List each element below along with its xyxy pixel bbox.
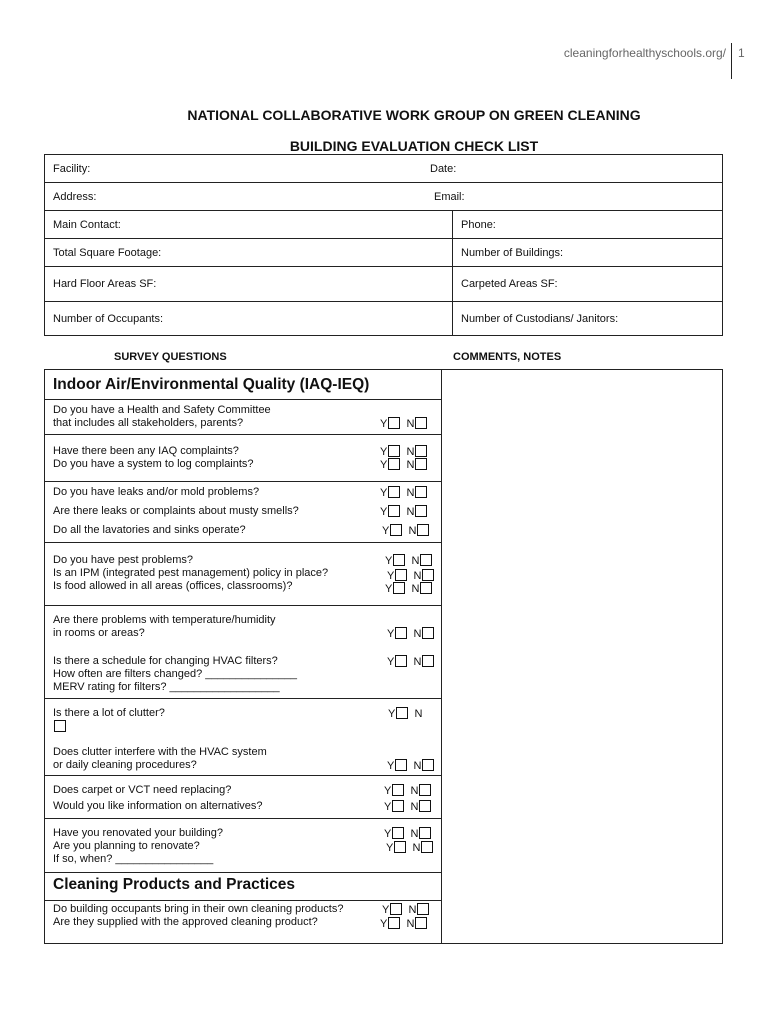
document-subtitle: BUILDING EVALUATION CHECK LIST bbox=[289, 138, 539, 154]
no-checkbox[interactable] bbox=[417, 903, 429, 915]
yes-no-checkboxes[interactable]: Y N bbox=[387, 655, 434, 669]
question-text: Do you have a Health and Safety Committee that includes all stakeholders, parents? bbox=[53, 404, 271, 429]
yes-no-checkboxes[interactable]: Y N bbox=[380, 505, 427, 519]
main-contact-field[interactable]: Main Contact: bbox=[53, 219, 121, 231]
question-text: Have there been any IAQ complaints? Do you have a system to log complaints? bbox=[53, 445, 254, 470]
survey-table bbox=[44, 369, 723, 944]
info-row-footage bbox=[45, 239, 722, 267]
number-of-custodians-field[interactable]: Number of Custodians/ Janitors: bbox=[461, 313, 619, 325]
yes-no-checkboxes[interactable]: Y N bbox=[387, 627, 434, 641]
no-checkbox[interactable] bbox=[419, 827, 431, 839]
yes-checkbox[interactable] bbox=[395, 569, 407, 581]
yes-no-checkboxes[interactable]: Y N bbox=[380, 486, 427, 500]
yes-checkbox[interactable] bbox=[388, 505, 400, 517]
info-row-address bbox=[45, 183, 722, 211]
yes-no-checkboxes[interactable]: Y N bbox=[387, 759, 434, 773]
address-field[interactable]: Address: bbox=[53, 191, 97, 203]
header-url: cleaningforhealthyschools.org/ bbox=[563, 46, 726, 60]
info-row-contact bbox=[45, 211, 722, 239]
row-divider bbox=[45, 900, 441, 901]
yes-checkbox[interactable] bbox=[388, 917, 400, 929]
hard-floor-areas-field[interactable]: Hard Floor Areas SF: bbox=[53, 278, 157, 290]
building-info-table bbox=[44, 154, 723, 336]
no-checkbox[interactable] bbox=[415, 505, 427, 517]
no-checkbox[interactable] bbox=[420, 582, 432, 594]
info-divider bbox=[452, 211, 453, 238]
yes-no-checkboxes[interactable]: Y N bbox=[387, 569, 434, 583]
yes-checkbox[interactable] bbox=[392, 784, 404, 796]
question-text: Have you renovated your building? Are you planning to renovate? If so, when? ________________ bbox=[53, 827, 224, 865]
no-checkbox[interactable] bbox=[420, 554, 432, 566]
row-divider bbox=[45, 399, 441, 400]
yes-no-checkboxes[interactable]: Y N bbox=[380, 917, 427, 931]
question-text: Is there a lot of clutter? bbox=[53, 707, 165, 719]
yes-no-checkboxes[interactable]: Y N bbox=[384, 827, 431, 841]
yes-no-checkboxes[interactable]: Y N bbox=[385, 582, 432, 596]
no-checkbox[interactable] bbox=[422, 627, 434, 639]
number-of-occupants-field[interactable]: Number of Occupants: bbox=[53, 313, 164, 325]
carpeted-areas-field[interactable]: Carpeted Areas SF: bbox=[461, 278, 558, 290]
info-divider bbox=[452, 302, 453, 335]
yes-checkbox[interactable] bbox=[390, 524, 402, 536]
yes-no-checkboxes[interactable]: Y N bbox=[382, 524, 429, 538]
yes-checkbox[interactable] bbox=[395, 759, 407, 771]
question-text: Does clutter interfere with the HVAC system or daily cleaning procedures? bbox=[53, 746, 267, 771]
yes-checkbox[interactable] bbox=[392, 800, 404, 812]
yes-checkbox[interactable] bbox=[393, 582, 405, 594]
question-text: Is there a schedule for changing HVAC filters? How often are filters changed? _______________ MERV rating for filters? __________________ bbox=[53, 655, 298, 693]
question-text: Are there problems with temperature/humidity in rooms or areas? bbox=[53, 614, 276, 639]
no-checkbox[interactable] bbox=[415, 458, 427, 470]
row-divider bbox=[45, 481, 441, 482]
comments-notes-header: COMMENTS, NOTES bbox=[453, 351, 562, 363]
page-number: 1 bbox=[738, 46, 745, 60]
number-of-buildings-field[interactable]: Number of Buildings: bbox=[461, 247, 564, 259]
yes-checkbox[interactable] bbox=[395, 627, 407, 639]
yes-checkbox[interactable] bbox=[388, 417, 400, 429]
yes-checkbox[interactable] bbox=[396, 707, 408, 719]
row-divider bbox=[45, 698, 441, 699]
question-text: Do you have pest problems? Is an IPM (integrated pest management) policy in place? Is food allowed in all areas (offices, classrooms)? bbox=[53, 554, 329, 592]
no-checkbox[interactable] bbox=[422, 655, 434, 667]
document-title: NATIONAL COLLABORATIVE WORK GROUP ON GREEN CLEANING bbox=[187, 107, 641, 123]
question-text: Would you like information on alternatives? bbox=[53, 800, 263, 812]
yes-no-checkboxes[interactable]: Y N bbox=[382, 903, 429, 917]
yes-checkbox[interactable] bbox=[388, 445, 400, 457]
comments-column-divider bbox=[441, 370, 442, 943]
yes-no-checkboxes[interactable]: Y N bbox=[388, 708, 423, 720]
email-field[interactable]: Email: bbox=[434, 191, 465, 203]
row-divider bbox=[45, 605, 441, 606]
info-row-facility bbox=[45, 155, 722, 183]
info-row-occupants bbox=[45, 302, 722, 335]
no-checkbox[interactable] bbox=[417, 524, 429, 536]
phone-field[interactable]: Phone: bbox=[461, 219, 496, 231]
section-heading-iaq: Indoor Air/Environmental Quality (IAQ-IEQ) bbox=[53, 376, 370, 393]
no-checkbox[interactable] bbox=[415, 917, 427, 929]
date-field[interactable]: Date: bbox=[430, 163, 457, 175]
row-divider bbox=[45, 775, 441, 776]
no-checkbox[interactable] bbox=[421, 841, 433, 853]
yes-no-checkboxes[interactable]: Y N bbox=[380, 417, 427, 431]
row-divider bbox=[45, 818, 441, 819]
yes-no-checkboxes[interactable]: Y N bbox=[380, 458, 427, 472]
survey-questions-header: SURVEY QUESTIONS bbox=[114, 351, 227, 363]
yes-checkbox[interactable] bbox=[388, 458, 400, 470]
row-divider bbox=[45, 434, 441, 435]
yes-no-checkboxes[interactable]: Y N bbox=[380, 445, 427, 459]
info-divider bbox=[452, 267, 453, 301]
row-divider bbox=[45, 542, 441, 543]
yes-no-checkboxes[interactable]: Y N bbox=[386, 841, 433, 855]
info-row-areas bbox=[45, 267, 722, 302]
yes-checkbox[interactable] bbox=[388, 486, 400, 498]
yes-checkbox[interactable] bbox=[392, 827, 404, 839]
yes-checkbox[interactable] bbox=[394, 841, 406, 853]
yes-no-checkboxes[interactable]: Y N bbox=[384, 800, 431, 814]
question-text: Are there leaks or complaints about musty smells? bbox=[53, 505, 299, 517]
question-text: Do building occupants bring in their own cleaning products? Are they supplied with the approved cleaning product? bbox=[53, 903, 344, 928]
facility-field[interactable]: Facility: bbox=[53, 163, 91, 175]
yes-checkbox[interactable] bbox=[390, 903, 402, 915]
no-checkbox[interactable] bbox=[422, 759, 434, 771]
no-checkbox[interactable] bbox=[422, 569, 434, 581]
no-checkbox[interactable] bbox=[415, 417, 427, 429]
checkbox[interactable] bbox=[54, 720, 66, 732]
info-divider bbox=[452, 239, 453, 266]
yes-checkbox[interactable] bbox=[393, 554, 405, 566]
no-checkbox[interactable] bbox=[419, 784, 431, 796]
yes-no-checkboxes[interactable]: Y N bbox=[384, 784, 431, 798]
no-checkbox[interactable] bbox=[415, 445, 427, 457]
section-heading-cleaning-products: Cleaning Products and Practices bbox=[53, 876, 296, 893]
question-text: Do you have leaks and/or mold problems? bbox=[53, 486, 260, 498]
no-checkbox[interactable] bbox=[415, 486, 427, 498]
yes-checkbox[interactable] bbox=[395, 655, 407, 667]
total-square-footage-field[interactable]: Total Square Footage: bbox=[53, 247, 162, 259]
question-text: Do all the lavatories and sinks operate? bbox=[53, 524, 246, 536]
question-text: Does carpet or VCT need replacing? bbox=[53, 784, 232, 796]
yes-no-checkboxes[interactable]: Y N bbox=[385, 554, 432, 568]
page-number-divider bbox=[731, 43, 732, 79]
row-divider bbox=[45, 872, 441, 873]
no-checkbox[interactable] bbox=[419, 800, 431, 812]
